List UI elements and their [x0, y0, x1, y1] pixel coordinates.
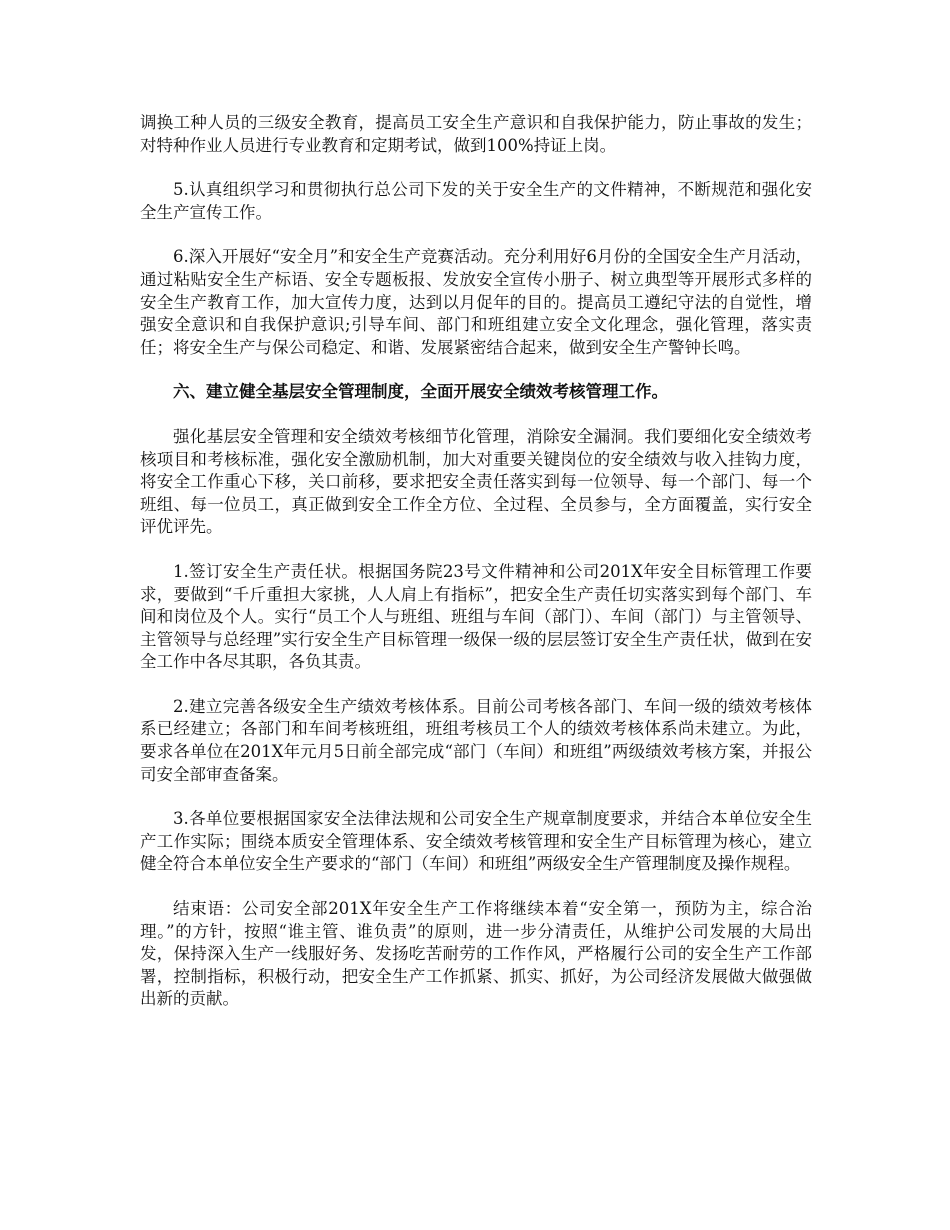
paragraph-section-intro: 强化基层安全管理和安全绩效考核细节化管理，消除安全漏洞。我们要细化安全绩效考核项目和考核标准，强化安全激励机制，加大对重要关键岗位的安全绩效与收入挂钩力度，将安全工作重心下移，关口前移，要求把安全责任落实到每一位领导、每一个部门、每一个班组、每一位员工，真正做到安全工作全方位、全过程、全员参与，全方面覆盖，实行安全评优评先。: [140, 426, 812, 537]
paragraph-item-2: 2.建立完善各级安全生产绩效考核体系。目前公司考核各部门、车间一级的绩效考核体系已经建立；各部门和车间考核班组，班组考核员工个人的绩效考核体系尚未建立。为此，要求各单位在201X年元月5日前全部完成“部门（车间）和班组”两级绩效考核方案，并报公司安全部审查备案。: [140, 696, 812, 784]
paragraph-item-1: 1.签订安全生产责任状。根据国务院23号文件精神和公司201X年安全目标管理工作要求，要做到“千斤重担大家挑，人人肩上有指标”，把安全生产责任切实落实到每个部门、车间和岗位及个人。实行“员工个人与班组、班组与车间（部门）、车间（部门）与主管领导、主管领导与总经理”实行安全生产目标管理一级保一级的层层签订安全生产责任状，做到在安全工作中各尽其职，各负其责。: [140, 561, 812, 672]
paragraph-item-5: 5.认真组织学习和贯彻执行总公司下发的关于安全生产的文件精神，不断规范和强化安全生产宣传工作。: [140, 180, 812, 222]
paragraph-conclusion: 结束语：公司安全部201X年安全生产工作将继续本着“安全第一，预防为主，综合治理。”的方针，按照“谁主管、谁负责”的原则，进一步分清责任，从维护公司发展的大局出发，保持深入生产一线服好务、发扬吃苦耐劳的工作作风，严格履行公司的安全生产工作部署，控制指标，积极行动，把安全生产工作抓紧、抓实、抓好，为公司经济发展做大做强做出新的贡献。: [140, 899, 812, 1009]
paragraph-item-3: 3.各单位要根据国家安全法律法规和公司安全生产规章制度要求，并结合本单位安全生产工作实际；围绕本质安全管理体系、安全绩效考核管理和安全生产目标管理为核心，建立健全符合本单位安全生产要求的“部门（车间）和班组”两级安全生产管理制度及操作规程。: [140, 809, 812, 874]
paragraph-continuation: 调换工种人员的三级安全教育，提高员工安全生产意识和自我保护能力，防止事故的发生；对特种作业人员进行专业教育和定期考试，做到100%持证上岗。: [140, 113, 812, 155]
paragraph-item-6: 6.深入开展好“安全月”和安全生产竞赛活动。充分利用好6月份的全国安全生产月活动，通过粘贴安全生产标语、安全专题板报、发放安全宣传小册子、树立典型等开展形式多样的安全生产教育工作，加大宣传力度，达到以月促年的目的。提高员工遵纪守法的自觉性，增强安全意识和自我保护意识;引导车间、部门和班组建立安全文化理念，强化管理，落实责任；将安全生产与保公司稳定、和谐、发展紧密结合起来，做到安全生产警钟长鸣。: [140, 247, 812, 357]
document-body: [140, 112, 812, 1033]
section-heading-six: 六、建立健全基层安全管理制度，全面开展安全绩效考核管理工作。: [173, 382, 668, 402]
